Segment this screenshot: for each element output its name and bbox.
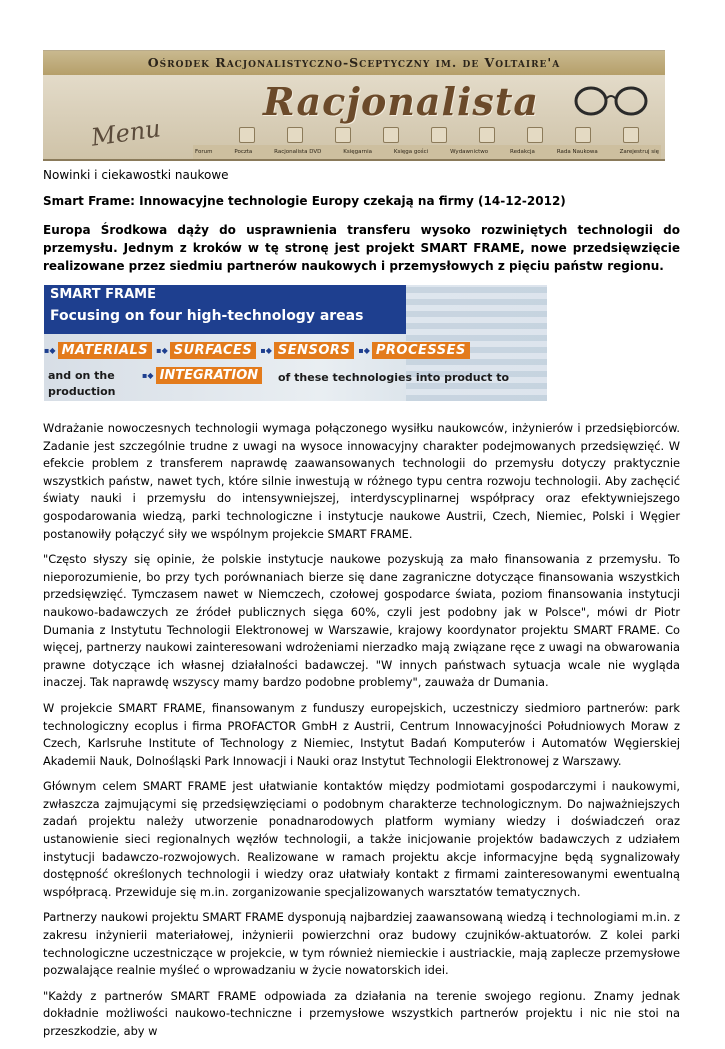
- menu-label: Menu: [89, 114, 163, 152]
- area-tag: [260, 340, 354, 360]
- areas-row: [44, 340, 547, 360]
- nav-item-publisher[interactable]: Wydawnictwo: [450, 149, 489, 155]
- nav-item-guestbook[interactable]: Księga gości: [393, 149, 429, 155]
- nav-item-council[interactable]: Rada Naukowa: [556, 149, 598, 155]
- paragraph: "Każdy z partnerów SMART FRAME odpowiada za działania na terenie swojego regionu. Znamy jednak dokładnie możliwości naukowo-techniczne i przemysłowe wszystkich partnerów projektu i nic nie stoi na przeszkodzie, aby w: [43, 988, 680, 1038]
- smart-frame-image: [44, 285, 547, 401]
- connector-icon: ▪◆: [44, 345, 56, 355]
- nav-icons: [223, 127, 655, 145]
- connector-icon: ▪◆: [260, 345, 272, 355]
- editorial-icon[interactable]: [527, 127, 543, 143]
- image-title: SMART FRAME: [50, 287, 156, 302]
- publisher-icon[interactable]: [479, 127, 495, 143]
- register-icon[interactable]: [623, 127, 639, 143]
- area-tag: [156, 340, 256, 360]
- council-icon[interactable]: [575, 127, 591, 143]
- paragraph: "Często słyszy się opinie, że polskie instytucje naukowe pozyskują za mało finansowania z przemysłu. To nieporozumienie, bo przy tych porównaniach bierze się dane zagraniczne dotyczące finansowania wszystkich przedsięwzięć. Tymczasem nawet w Niemczech, czołowej gospodarce świata, poziom finansowania instytucji naukowo-badawczych ze źródeł publicznych sięga 60%, czyli jest podobny jak w Polsce", mówi dr Piotr Dumania z Instytutu Technologii Elektronowej w Warszawie, krajowy koordynator projektu SMART FRAME. Co więcej, partnerzy naukowi zainteresowani wdrożeniami nierzadko mają związane ręce z uwagi na obwarowania prawne dotyczące ich własnej działalności badawczej. "W innych państwach sytuacja wcale nie wygląda inaczej. Tak naprawdę wszyscy mamy bardzo podobne problemy", zauważa dr Dumania.: [43, 552, 680, 690]
- image-foot-line2: production: [48, 385, 116, 398]
- area-label: SENSORS: [274, 342, 354, 359]
- dvd-icon[interactable]: [335, 127, 351, 143]
- area-tag: [44, 340, 152, 360]
- article-title: Smart Frame: Innowacyjne technologie Europy czekają na firmy (14-12-2012): [43, 194, 566, 208]
- image-header: [44, 285, 406, 334]
- image-subtitle: Focusing on four high-technology areas: [50, 308, 364, 324]
- forum-icon[interactable]: [239, 127, 255, 143]
- nav-item-dvd[interactable]: Racjonalista DVD: [274, 149, 322, 155]
- banner-subtitle: Ośrodek Racjonalistyczno-Sceptyczny im. de Voltaire'a: [147, 55, 561, 70]
- image-tail-text: of these technologies into product to: [278, 371, 510, 384]
- connector-icon: ▪◆: [358, 345, 370, 355]
- mail-icon[interactable]: [287, 127, 303, 143]
- site-banner[interactable]: [43, 50, 665, 161]
- integration-label: INTEGRATION: [156, 367, 263, 384]
- connector-icon: ▪◆: [156, 345, 168, 355]
- paragraph: Partnerzy naukowi projektu SMART FRAME dysponują najbardziej zaawansowaną wiedzą i technologiami m.in. z zakresu inżynierii materiałowej, inżynierii powierzchni oraz budowy czujników-aktuatorów. Z kolei parki technologiczne uczestniczące w projekcie, w tym również niemieckie i austriackie, mają zaplecze przemysłowe pozwalające realnie myśleć o wprowadzaniu w życie nowatorskich idei.: [43, 910, 680, 978]
- glasses-icon: [573, 81, 653, 121]
- area-label: SURFACES: [170, 342, 257, 359]
- article-category: Nowinki i ciekawostki naukowe: [43, 168, 229, 182]
- article-lead: Europa Środkowa dąży do usprawnienia transferu wysoko rozwiniętych technologii do przemysłu. Jednym z kroków w tę stronę jest projekt SMART FRAME, nowe przedsięwzięcie realizowane przez siedmiu partnerów naukowych i przemysłowych z pięciu państw regionu.: [43, 223, 680, 273]
- paragraph: Głównym celem SMART FRAME jest ułatwianie kontaktów między podmiotami gospodarczymi i naukowymi, zwłaszcza zajmującymi się przedsięwzięciami o podobnym charakterze technologicznym. Do najważniejszych zadań projektu należy utworzenie ponadnarodowych platform wymiany wiedzy i doświadczeń oraz ustanowienie sieci regionalnych węzłów technologii, a także inicjowanie projektów badawczych z udziałem instytucji badawczo-rozwojowych. Realizowane w ramach projektu akcje informacyjne będą sygnalizowały dostępność określonych technologii i wiedzy oraz ułatwiały kontakt z firmami zainteresowanymi ewentualną współpracą. Przewiduje się m.in. zorganizowanie specjalizowanych warsztatów tematycznych.: [43, 779, 680, 899]
- paragraph: W projekcie SMART FRAME, finansowanym z funduszy europejskich, uczestniczy siedmioro partnerów: park technologiczny ecoplus i firma PROFACTOR GmbH z Austrii, Centrum Innowacyjności Południowych Moraw z Czech, Karlsruhe Institute of Technology z Niemiec, Instytut Badań Komputerów i Automatów Węgierskiej Akademii Nauk, Dolnośląski Park Innowacji i Nauki oraz Instytut Technologii Elektronowej z Warszawy.: [43, 700, 680, 768]
- site-logo[interactable]: Racjonalista: [263, 79, 539, 124]
- area-label: PROCESSES: [372, 342, 470, 359]
- nav-item-mail[interactable]: Poczta: [234, 149, 253, 155]
- integration-tag: [142, 367, 262, 384]
- guestbook-icon[interactable]: [431, 127, 447, 143]
- area-label: MATERIALS: [58, 342, 153, 359]
- nav-item-register[interactable]: Zarejestruj się: [619, 149, 659, 155]
- connector-icon: ▪◆: [142, 371, 154, 380]
- nav-item-editorial[interactable]: Redakcja: [510, 149, 535, 155]
- article: [43, 168, 680, 1049]
- nav-item-bookstore[interactable]: Księgarnia: [343, 149, 373, 155]
- paragraph: Wdrażanie nowoczesnych technologii wymaga połączonego wysiłku naukowców, inżynierów i przedsiębiorców. Zadanie jest szczególnie trudne z uwagi na wysoce innowacyjny charakter podejmowanych przedsięwzięć. W efekcie problem z transferem naprawdę zaawansowanych technologii do przemysłu dotyczy praktycznie wszystkich państw, nawet tych, które silnie inwestują w różnego typu centra rozwoju technologii. Aby zachęcić światy nauki i przemysłu do intensywniejszej, interdyscyplinarnej współpracy oraz efektywniejszego gospodarowania wiedzą, parki technologiczne i instytucje naukowe Austrii, Czech, Niemiec, Polski i Węgier postanowiły połączyć siły we wspólnym projekcie SMART FRAME.: [43, 421, 680, 541]
- area-tag: [358, 340, 470, 360]
- bookstore-icon[interactable]: [383, 127, 399, 143]
- image-foot-line1: and on the: [48, 369, 115, 382]
- banner-nav: [193, 145, 661, 159]
- nav-item-forum[interactable]: Forum: [195, 149, 213, 155]
